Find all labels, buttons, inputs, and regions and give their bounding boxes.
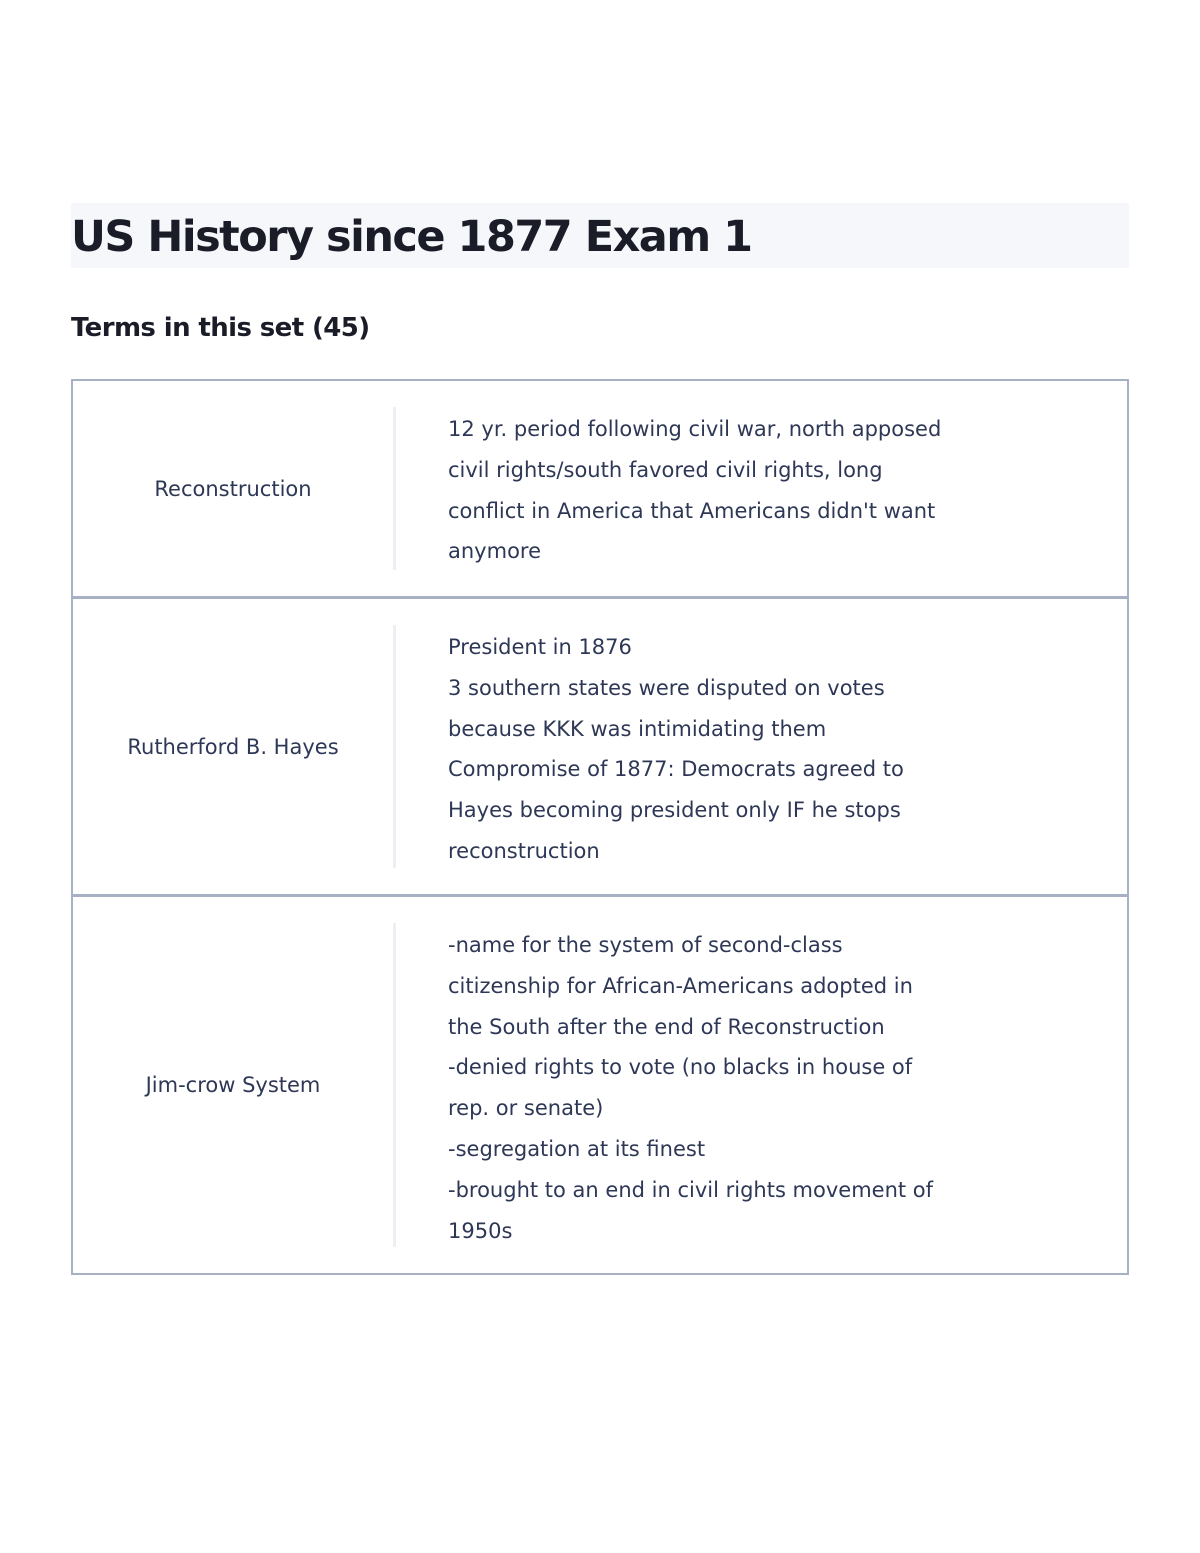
definition-line: reconstruction <box>448 838 600 863</box>
terms-count-heading: Terms in this set (45) <box>71 313 370 343</box>
page-title: US History since 1877 Exam 1 <box>71 212 752 262</box>
definition-line: conflict in America that Americans didn't want <box>448 498 936 523</box>
term-text: Reconstruction <box>154 476 312 501</box>
term-card <box>73 596 1127 894</box>
definition-text <box>396 381 1127 596</box>
term-card <box>73 381 1127 596</box>
term-text: Jim-crow System <box>145 1073 321 1097</box>
title-bar <box>71 203 1129 268</box>
term-card <box>73 894 1127 1273</box>
definition-line: citizenship for African-Americans adopted in <box>448 973 913 998</box>
definition-line: civil rights/south favored civil rights, long <box>448 457 883 482</box>
definition-line: President in 1876 <box>448 635 632 659</box>
definition-line: 1950s <box>448 1218 513 1243</box>
definition-line: -name for the system of second-class <box>448 933 843 957</box>
definition-line: because KKK was intimidating them <box>448 716 827 741</box>
definition-line: -denied rights to vote (no blacks in house of <box>448 1055 913 1080</box>
definition-line: rep. or senate) <box>448 1096 604 1121</box>
term-text: Rutherford B. Hayes <box>127 734 339 759</box>
term-list <box>71 379 1129 1275</box>
definition-line: 3 southern states were disputed on votes <box>448 675 885 700</box>
definition-line: Compromise of 1877: Democrats agreed to <box>448 757 904 782</box>
definition-line: -brought to an end in civil rights movement of <box>448 1177 934 1202</box>
definition-line: -segregation at its finest <box>448 1136 706 1161</box>
definition-line: the South after the end of Reconstruction <box>448 1014 885 1039</box>
definition-text <box>396 599 1127 894</box>
definition-line: anymore <box>448 539 542 564</box>
definition-line: 12 yr. period following civil war, north apposed <box>448 417 942 441</box>
definition-text <box>396 897 1127 1273</box>
definition-line: Hayes becoming president only IF he stops <box>448 798 901 823</box>
